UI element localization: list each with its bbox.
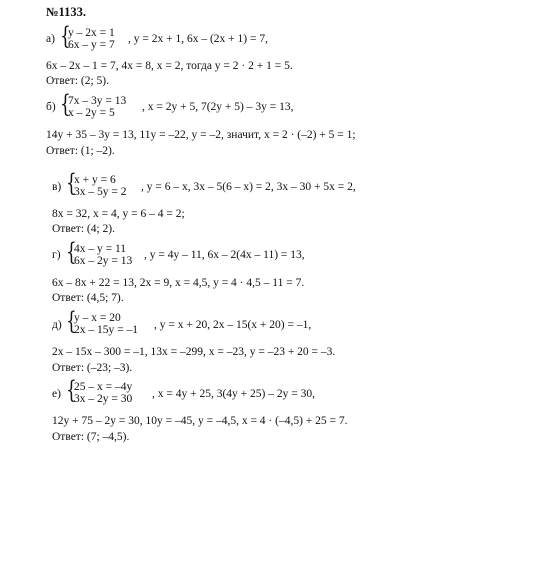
part-b-label: б) (46, 101, 56, 113)
system-eq-2: 6x – 2y = 13 (74, 255, 133, 267)
part-a-step1: , y = 2x + 1, 6x – (2x + 1) = 7, (128, 33, 268, 45)
system-eq-1: 7x – 3y = 13 (68, 95, 127, 107)
part-a-answer: Ответ: (2; 5). (46, 75, 109, 87)
part-d-label: д) (52, 319, 62, 331)
part-g-label: г) (52, 249, 61, 261)
part-v-answer: Ответ: (4; 2). (52, 223, 115, 235)
system-eq-1: 25 – x = –4y (74, 381, 133, 393)
part-g-step1: , y = 4y – 11, 6x – 2(4x – 11) = 13, (144, 249, 305, 261)
part-a-label: а) (46, 33, 55, 45)
system-eq-1: x + y = 6 (74, 174, 116, 186)
system-eq-2: 3x – 5y = 2 (74, 186, 127, 198)
system-brace: { (60, 22, 71, 50)
part-e-step1: , x = 4y + 25, 3(4y + 25) – 2y = 30, (152, 388, 315, 400)
part-g-answer: Ответ: (4,5; 7). (52, 292, 124, 304)
part-v-label: в) (52, 181, 62, 193)
system-brace: { (66, 238, 77, 266)
part-e-answer: Ответ: (7; –4,5). (52, 431, 130, 443)
part-a-step2: 6x – 2x – 1 = 7, 4x = 8, x = 2, тогда y = 2 · 2 + 1 = 5. (46, 60, 293, 72)
part-v-step1: , y = 6 – x, 3x – 5(6 – x) = 2, 3x – 30 + 5x = 2, (141, 181, 356, 193)
system-brace: { (66, 307, 77, 335)
system-eq-2: x – 2y = 5 (68, 107, 115, 119)
part-b-answer: Ответ: (1; –2). (46, 145, 115, 157)
problem-number: №1133. (46, 5, 86, 19)
part-v-step2: 8x = 32, x = 4, y = 6 – 4 = 2; (52, 208, 185, 220)
system-eq-2: 6x – y = 7 (68, 39, 115, 51)
part-e-step2: 12y + 75 – 2y = 30, 10y = –45, y = –4,5, x = 4 · (–4,5) + 25 = 7. (52, 415, 348, 427)
part-g-step2: 6x – 8x + 22 = 13, 2x = 9, x = 4,5, y = 4 · 4,5 – 11 = 7. (52, 277, 305, 289)
part-e-label: е) (52, 388, 61, 400)
system-brace: { (60, 90, 71, 118)
system-eq-2: 3x – 2y = 30 (74, 393, 133, 405)
system-brace: { (66, 376, 77, 404)
part-b-step1: , x = 2y + 5, 7(2y + 5) – 3y = 13, (142, 101, 294, 113)
part-d-step2: 2x – 15x – 300 = –1, 13x = –299, x = –23, y = –23 + 20 = –3. (52, 346, 336, 358)
system-brace: { (66, 169, 77, 197)
part-d-step1: , y = x + 20, 2x – 15(x + 20) = –1, (154, 319, 312, 331)
part-b-step2: 14y + 35 – 3y = 13, 11y = –22, y = –2, значит, x = 2 · (–2) + 5 = 1; (46, 129, 356, 141)
system-eq-1: y – 2x = 1 (68, 27, 115, 39)
system-eq-1: y – x = 20 (74, 312, 121, 324)
system-eq-1: 4x – y = 11 (74, 243, 127, 255)
part-d-answer: Ответ: (–23; –3). (52, 362, 133, 374)
system-eq-2: 2x – 15y = –1 (74, 324, 138, 336)
